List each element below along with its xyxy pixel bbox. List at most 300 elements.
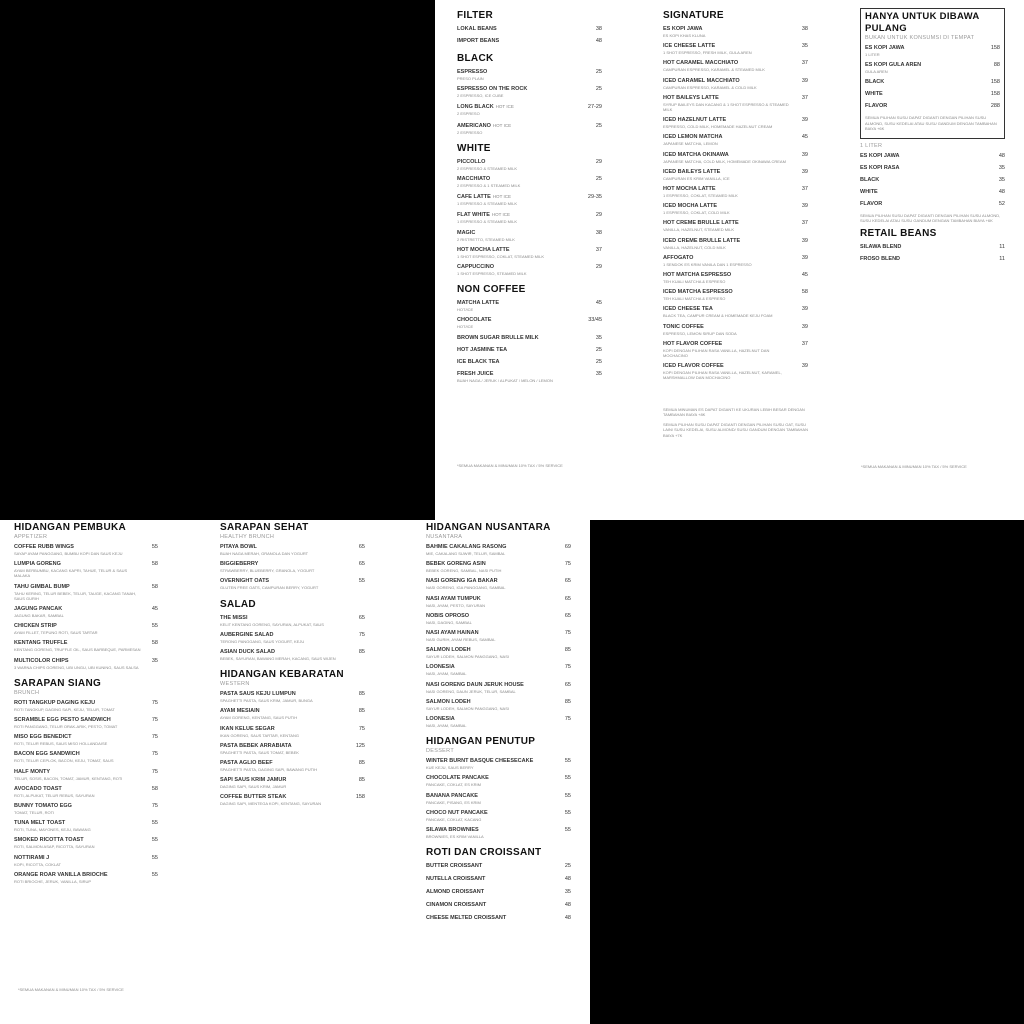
menu-item [426, 827, 571, 839]
item-price: 55 [564, 827, 571, 834]
item-name [220, 691, 296, 698]
menu-item [457, 371, 602, 383]
item-description: PANCAKE, PISANG, ES KRIM [426, 799, 481, 805]
item-description: SPAGHETTI PASTA, DAGING SAPI, BAWANG PUTIH [220, 767, 318, 773]
item-name-text: FLAVOR [860, 200, 883, 207]
item-price: 39 [801, 117, 808, 124]
menu-item [865, 103, 1000, 110]
item-description: ROTI BRIOCHE, JERUK, VANILLA, SIRUP [14, 878, 92, 884]
item-name-text: ICED FLAVOR COFFEE [663, 363, 724, 370]
drinks-menu-page [435, 0, 1024, 520]
menu-item [457, 347, 602, 354]
item-name-text: PASTA SAUS KEJU LUMPUN [220, 691, 296, 698]
menu-item [426, 630, 571, 642]
menu-item [860, 201, 1005, 208]
menu-item-row [426, 682, 571, 689]
item-price: 48 [564, 915, 571, 922]
item-description: CAMPURAN ES KRIM VANILLA, ICE [663, 175, 730, 181]
menu-item [426, 699, 571, 711]
menu-item [220, 649, 365, 661]
item-description: SPAGHETTI PASTA, SAUS KRIM, JAMUR, BUNGA [220, 698, 313, 704]
item-name [426, 902, 486, 909]
item-name-text: AVOCADO TOAST [14, 785, 62, 792]
menu-item-row [426, 889, 571, 896]
menu-item-row [457, 211, 602, 219]
item-name [457, 26, 497, 33]
menu-item-row [14, 640, 158, 647]
item-price: 38 [595, 26, 602, 32]
item-description: KELIT KENTANG GORENG, SAYURAN, ALPUKAT, SAUS [220, 621, 324, 627]
item-name-text: BEBEK GORENG ASIN [426, 561, 486, 568]
item-description: BLACK TEA, CAMPUR CREAM & HOMEMADE KEJU FOAM [663, 313, 773, 319]
item-price: 39 [801, 151, 808, 158]
menu-item-row [220, 561, 365, 568]
item-description: JAPANESE MATCHA, LEMON [663, 141, 718, 147]
menu-item [220, 615, 365, 627]
item-description: HOT/ICE [457, 307, 474, 313]
section-subtitle: NUSANTARA [426, 534, 463, 540]
menu-item [14, 820, 158, 832]
menu-item [426, 544, 571, 556]
item-price: 45 [595, 300, 602, 307]
menu-item [426, 889, 571, 896]
item-name [14, 717, 111, 724]
menu-item-row [865, 62, 1000, 69]
item-name-text: THE MISSI [220, 614, 248, 621]
menu-section [457, 284, 602, 383]
item-name-text: LONG BLACK [457, 104, 494, 111]
item-name [426, 810, 488, 817]
menu-item [457, 193, 602, 206]
item-name [663, 272, 731, 279]
item-name-text: HOT CARAMEL MACCHIATO [663, 60, 739, 67]
menu-item [663, 152, 808, 164]
item-price: 29-35 [587, 194, 602, 201]
item-name-text: NASI AYAM HAINAN [426, 630, 479, 637]
section-title: HANYA UNTUK DIBAWA PULANG [865, 11, 980, 34]
item-name-text: CAPPUCCINO [457, 264, 494, 271]
item-name-text: FLAVOR [865, 103, 888, 110]
item-name-text: ES KOPI JAWA [860, 152, 900, 159]
menu-item-row [865, 91, 1000, 98]
item-name-text: BACON EGG SANDWICH [14, 751, 80, 758]
item-name [14, 803, 72, 810]
item-name-text: BAHMIE CAKALANG RASONG [426, 544, 507, 550]
section-title: BLACK [457, 53, 494, 64]
tax-footer: *SEMUA MAKANAN & MINUMAN 10% TAX / 5% SERVICE [18, 987, 124, 992]
item-variant-tag: HOT ICE [495, 104, 514, 110]
item-name [865, 79, 884, 86]
menu-item [14, 872, 158, 884]
item-price: 65 [564, 595, 571, 602]
item-description: TAHU KERING, TELUR BEBEK, TELUR, TAUGE, KACANG TANAH, SAUS GURIH [14, 590, 137, 601]
item-name-text: AYAM MESIAIN [220, 708, 260, 715]
menu-item [860, 153, 1005, 160]
item-name-text: ICED MATCHA ESPRESSO [663, 289, 733, 296]
menu-item [663, 324, 808, 336]
item-price: 52 [998, 200, 1005, 207]
menu-column-coffee [457, 10, 602, 391]
menu-item-row [860, 189, 1005, 196]
section-title: RETAIL BEANS [860, 227, 937, 239]
item-price: 75 [358, 725, 365, 732]
menu-item-row [860, 153, 1005, 160]
item-name [14, 786, 62, 793]
item-name-text: CHEESE MELTED CROISSANT [426, 915, 507, 922]
menu-item [663, 134, 808, 146]
item-description: CAMPURAN ESPRESSO, KARAMEL & STEAMED MILK [663, 67, 765, 73]
item-price: 11 [999, 243, 1005, 250]
menu-item-row [865, 103, 1000, 110]
item-price: 11 [999, 255, 1005, 262]
item-description: BROWNIES, ES KRIM VANILLA [426, 834, 484, 840]
item-price: 35 [998, 176, 1005, 183]
item-name-text: FLAT WHITE [457, 212, 490, 219]
item-name [220, 777, 286, 784]
menu-section [14, 678, 158, 884]
item-description: MIE, CAKALANG SUWIR, TELUR, SAMBAL [426, 551, 506, 556]
item-description: SAYAP AYAM PANGGANG, BUMBU KOPI DAN SAUS KEJU [14, 551, 123, 556]
item-price: 39 [801, 323, 808, 330]
menu-item-row [14, 872, 158, 879]
menu-item-row [426, 915, 571, 922]
menu-item [663, 363, 808, 380]
item-price: 35 [595, 334, 602, 341]
item-name-text: ES KOPI JAWA [663, 26, 703, 32]
item-name [663, 289, 733, 296]
menu-item-row [457, 86, 602, 93]
item-name [457, 69, 487, 76]
item-description: 3 WARNA CHIPS GORENG, UBI UNGU, UBI KUNING, SAUS SALSA [14, 664, 139, 670]
item-name-text: PASTA AGLIO BEEF [220, 760, 273, 767]
item-name [860, 165, 899, 172]
item-name [426, 758, 533, 765]
item-name [457, 103, 514, 111]
item-price: 48 [998, 152, 1005, 159]
item-description: 2 ESPRESSO [457, 129, 483, 135]
menu-item-row [426, 863, 571, 870]
item-name [457, 300, 499, 307]
item-name [426, 578, 498, 585]
item-price: 45 [151, 606, 158, 613]
menu-item [860, 165, 1005, 172]
item-price: 25 [595, 69, 602, 75]
item-name-text: NUTELLA CROISSANT [426, 876, 486, 883]
menu-section [426, 847, 571, 922]
menu-item-row [457, 359, 602, 366]
menu-item [426, 613, 571, 625]
item-name [663, 169, 720, 176]
item-price: 75 [151, 717, 158, 724]
menu-item [426, 578, 571, 590]
item-description: AYAM BERBUMBU, KACANG KAPRI, TAHUE, TELUR & SAUS MALAKA [14, 568, 128, 579]
tax-footer: *SEMUA MAKANAN & MINUMAN 10% TAX / 5% SERVICE [861, 464, 967, 469]
item-description: 2 ESPRESSO & 1 STEAMED MILK [457, 183, 521, 189]
item-price: 125 [355, 742, 365, 749]
item-name [220, 743, 292, 750]
item-name [220, 561, 258, 568]
section-title: SARAPAN SIANG [14, 677, 102, 689]
menu-section [426, 736, 571, 839]
item-price: 65 [358, 544, 365, 550]
menu-item-row [14, 837, 158, 844]
menu-item-row [426, 613, 571, 620]
item-price: 29 [595, 264, 602, 271]
item-variant-tag: HOT ICE [491, 212, 511, 218]
item-price: 45 [801, 272, 808, 279]
menu-item-row [457, 159, 602, 166]
item-name-text: WHITE [865, 91, 883, 98]
item-name [426, 630, 479, 637]
item-name-text: COFFEE BUTTER STEAK [220, 794, 287, 801]
item-name-text: IMPORT BEANS [457, 38, 500, 44]
section-title: HIDANGAN NUSANTARA [426, 522, 551, 533]
item-description: 1 ESPRESSO & STEAMED MILK [457, 201, 518, 207]
item-price: 75 [151, 734, 158, 741]
item-description: NASI GURIH, AYAM REBUS, SAMBAL [426, 637, 496, 643]
menu-item [426, 561, 571, 573]
item-description: BUAH NAGA MERAH, GRANOLA DAN YOGURT [220, 551, 309, 556]
menu-item [860, 244, 1005, 251]
section-subtitle: DESSERT [426, 748, 454, 755]
item-name-text: TUNA MELT TOAST [14, 820, 66, 827]
menu-item [220, 691, 365, 703]
item-name-text: FROSO BLEND [860, 255, 901, 262]
menu-item-row [14, 606, 158, 613]
item-name-text: MACCHIATO [457, 176, 491, 183]
item-name-text: WINTER BURNT BASQUE CHEESECAKE [426, 758, 534, 765]
item-name [865, 45, 904, 52]
item-price: 55 [151, 871, 158, 878]
item-name [14, 700, 95, 707]
menu-item [14, 837, 158, 849]
item-description: SAYUR LODEH, SALMON PANGGANG, NASI [426, 654, 509, 660]
section-title: NON COFFEE [457, 284, 526, 296]
menu-item [14, 769, 158, 781]
menu-item [220, 632, 365, 644]
section-subtitle: 1 LITER [860, 142, 883, 149]
menu-item-row [860, 244, 1005, 251]
menu-section [220, 599, 365, 662]
item-price: 48 [564, 902, 571, 909]
menu-item [860, 256, 1005, 263]
item-description: DAGING SAPI, MENTEGA KOPI, KENTANG, SAYURAN [220, 801, 321, 807]
menu-item-row [457, 371, 602, 378]
menu-item-row [663, 289, 808, 296]
item-name-text: BANANA PANCAKE [426, 792, 478, 799]
item-price: 37 [801, 60, 808, 67]
item-price: 85 [358, 691, 365, 698]
takeaway-section [860, 8, 1005, 139]
menu-item-row [663, 255, 808, 262]
item-name-text: OVERNIGHT OATS [220, 578, 270, 585]
item-description: PANCAKE, COKLAT, KACANG [426, 816, 482, 822]
item-name-text: ES KOPI RASA [860, 164, 900, 171]
item-price: 85 [358, 649, 365, 656]
menu-item [220, 777, 365, 789]
menu-item [426, 902, 571, 909]
menu-column-signature [663, 10, 808, 442]
menu-item [663, 78, 808, 90]
menu-item [663, 341, 808, 358]
item-name-text: ICED HAZELNUT LATTE [663, 117, 727, 124]
menu-item-row [426, 758, 571, 765]
item-description: 1 ESPRESSO & STEAMED MILK [457, 219, 518, 225]
item-description: NASI, AYAM, SAMBAL [426, 671, 467, 677]
menu-item [220, 561, 365, 573]
menu-item [426, 716, 571, 728]
menu-item [663, 26, 808, 38]
menu-item-row [220, 544, 365, 551]
item-price: 39 [801, 237, 808, 244]
item-name [220, 615, 248, 622]
item-name [220, 726, 275, 733]
menu-note: SEMUA PILIHAN SUSU DAPAT DIGANTI DENGAN PILIHAN SUSU ALMOND, SUSU KEDELAI ATAU SUSU GANDUM DENGAN TAMBAHAN BIAYA +6K [860, 212, 1001, 224]
menu-item [457, 335, 602, 342]
menu-item [14, 786, 158, 798]
menu-column-nusantara [426, 522, 571, 930]
item-price: 55 [564, 792, 571, 799]
item-name [220, 794, 286, 801]
item-name [860, 153, 899, 160]
item-name-text: HOT JASMINE TEA [457, 346, 508, 353]
menu-item-row [426, 664, 571, 671]
item-description: KUE KEJU, SAUS BERRY [426, 765, 474, 771]
menu-item-row [14, 717, 158, 724]
item-name [663, 220, 739, 227]
item-description: SPAGHETTI PASTA, SAUS TOMAT, BEBEK [220, 749, 299, 755]
menu-item [457, 247, 602, 259]
tax-footer: *SEMUA MAKANAN & MINUMAN 10% TAX / 5% SERVICE [457, 463, 563, 468]
item-name [663, 255, 693, 262]
menu-item-row [220, 578, 365, 585]
menu-item-row [14, 623, 158, 630]
item-description: KOPI, RICOTTA, COKLAT [14, 861, 61, 867]
menu-item [426, 915, 571, 922]
item-price: 39 [801, 306, 808, 313]
item-price: 37 [801, 94, 808, 101]
menu-item-row [663, 134, 808, 141]
item-price: 55 [151, 820, 158, 827]
item-name [14, 658, 69, 665]
item-name [663, 238, 740, 245]
item-name-text: HOT MOCHA LATTE [457, 246, 510, 253]
menu-item-row [457, 103, 602, 111]
menu-item [663, 186, 808, 198]
item-name-text: JAGUNG PANCAK [14, 606, 63, 613]
item-name [426, 544, 506, 551]
menu-item [865, 79, 1000, 86]
item-name [663, 117, 726, 124]
item-name-text: ICE CHEESE LATTE [663, 43, 716, 50]
menu-item [426, 664, 571, 676]
menu-item [14, 640, 158, 652]
item-name-text: NOTTIRAMI J [14, 854, 50, 861]
menu-item-row [457, 26, 602, 33]
item-price: 75 [151, 803, 158, 810]
item-name [220, 544, 257, 551]
item-name [426, 827, 479, 834]
menu-item-row [426, 716, 571, 723]
item-name-text: HOT MATCHA ESPRESSO [663, 272, 732, 279]
item-description: PANCAKE, COKLAT, ES KRIM [426, 782, 481, 788]
item-name [457, 230, 475, 237]
item-price: 55 [151, 623, 158, 630]
menu-item-row [457, 69, 602, 76]
item-name [14, 855, 49, 862]
menu-item-row [663, 220, 808, 227]
menu-item-row [14, 561, 158, 568]
item-description: VANILLA, HAZELNUT, STEAMED MILK [663, 227, 735, 233]
menu-item-row [14, 658, 158, 665]
item-name-text: KENTANG TRUFFLE [14, 640, 68, 647]
menu-item-row [14, 544, 158, 551]
item-price: 35 [151, 657, 158, 664]
item-description: ROTI, ALPUKAT, TELUR REBUS, SAYURAN [14, 792, 95, 798]
menu-section [220, 522, 365, 591]
menu-item [426, 596, 571, 608]
item-price: 55 [151, 837, 158, 844]
item-name [457, 193, 511, 201]
menu-item [14, 584, 158, 601]
item-price: 48 [595, 38, 602, 44]
item-name-text: TONIC COFFEE [663, 323, 704, 330]
menu-item-row [220, 726, 365, 733]
item-name [457, 159, 485, 166]
item-name [663, 43, 715, 50]
menu-item [663, 238, 808, 250]
item-price: 75 [564, 716, 571, 723]
menu-item [663, 272, 808, 284]
menu-column-takeaway [860, 8, 1005, 268]
menu-item [14, 658, 158, 670]
item-price: 65 [564, 578, 571, 585]
item-description: BEBEK, SAYURAN, BAWANG MERAH, KACANG, SAUS WIJEN [220, 656, 336, 662]
menu-item-row [663, 272, 808, 279]
item-name [663, 341, 722, 348]
menu-item-row [220, 743, 365, 750]
item-description: TELUR, SOSIS, BACON, TOMAT, JAMUR, KENTANG, ROTI [14, 775, 123, 781]
item-price: 33/45 [588, 317, 602, 324]
menu-item-row [457, 122, 602, 130]
item-name-text: CHOCO NUT PANCAKE [426, 809, 488, 816]
item-name [426, 716, 455, 723]
item-description: AYAM GORENG, KENTANG, SAUS PUTIH [220, 715, 298, 721]
item-price: 29 [595, 158, 602, 165]
item-description: ROTI PANGGANG, TELUR ORAK-ARIK, PESTO, TOMAT [14, 724, 118, 730]
item-name [663, 186, 716, 193]
item-name [220, 578, 269, 585]
menu-item [457, 122, 602, 135]
item-description: BUAH NAGA / JERUK / ALPUKAT / MELON / LEMON [457, 377, 553, 383]
menu-item [220, 578, 365, 590]
item-name [457, 86, 527, 93]
menu-item-row [426, 596, 571, 603]
menu-item-row [457, 300, 602, 307]
item-price: 39 [801, 203, 808, 210]
item-price: 35 [801, 43, 808, 50]
item-name-text: LUMPIA GORENG [14, 561, 61, 568]
item-name-text: LOONESIA [426, 716, 455, 723]
item-description: NASI, DAGING, SAMBAL [426, 619, 472, 625]
item-name-text: COFFEE RUBB WINGS [14, 544, 74, 550]
item-name-text: FRESH JUICE [457, 370, 494, 377]
item-price: 75 [151, 768, 158, 775]
item-name [865, 91, 883, 98]
item-description: 1 SHOT ESPRESSO, FRESH MILK, GULA AREN [663, 50, 752, 56]
menu-item [457, 103, 602, 116]
menu-item [663, 220, 808, 232]
